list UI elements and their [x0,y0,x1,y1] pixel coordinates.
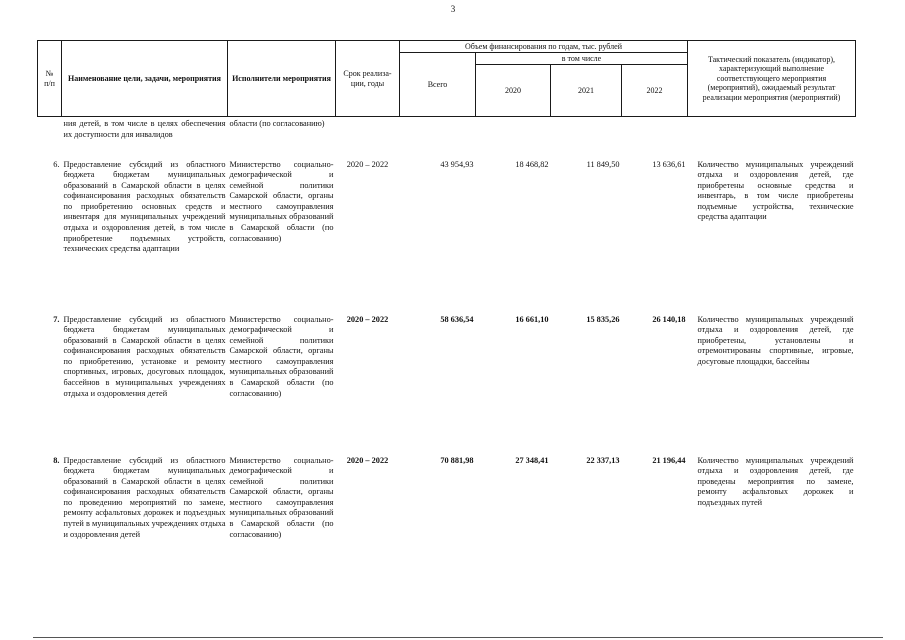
header-including: в том числе [476,53,688,65]
page-number: 3 [450,4,456,14]
row-executors: Министерство социально-демографической и семейной политики Самарской области, органы местного самоуправления муниципальных образований в Самарской области (по согласованию) [229,314,334,398]
header-name: Наименование цели, задачи, мероприятия [62,41,228,117]
row-2020: 18 468,82 [515,159,549,169]
row-executors: Министерство социально-демографической и семейной политики Самарской области, органы местного самоуправления муниципальных образований в Самарской области (по согласованию) [229,159,334,243]
header-funding: Объем финансирования по годам, тыс. рублей [400,41,688,53]
header-term: Срок реализа-ции, годы [336,41,400,117]
row-2020: 27 348,41 [515,455,549,465]
funding-table [37,40,856,583]
table-row [38,455,856,583]
row-total: 58 636,54 [440,314,474,324]
header-2020: 2020 [476,65,551,117]
row-num: 6. [53,159,60,169]
header-total: Всего [400,53,476,117]
row-indicator: Количество муниципальных учреждений отдыха и оздоровления детей, где приобретены основные средства и инвентарь, в том числе приобретены подъемные устройства, технические средства адаптации [697,159,854,222]
table-row [38,159,856,314]
row-name: Предоставление субсидий из областного бюджета бюджетам муниципальных образований в Самарской области в целях софинансирования расходных обязательств по приобретению, установке и ремонту спортивных, игровых, досуговых площадок, бассейнов в муниципальных учреждениях отдыха и оздоровления детей [63,314,226,398]
row-2022: 13 636,61 [652,159,686,169]
row-term: 2020 – 2022 [346,159,389,169]
row-num: 8. [53,455,60,465]
continuation-executors: области (по согласованию) [229,119,325,128]
row-term: 2020 – 2022 [346,455,389,465]
row-indicator: Количество муниципальных учреждений отдыха и оздоровления детей, где проведены мероприятия по замене, ремонту асфальтовых дорожек и подъездных путей [697,455,854,507]
continuation-name: ния детей, в том числе в целях обеспечения их доступности для инвалидов [63,119,226,139]
row-name: Предоставление субсидий из областного бюджета бюджетам муниципальных образований в Самарской области в целях софинансирования расходных обязательств по приобретению основных средств и инвентаря для муниципальных учреждений отдыха и оздоровления детей, в том числе приобретение подъемных устройств, технических средства адаптации [63,159,226,254]
row-2021: 15 835,26 [586,314,620,324]
page-bottom-rule [33,637,883,638]
row-total: 43 954,93 [440,159,474,169]
row-2022: 26 140,18 [652,314,686,324]
row-2021: 22 337,13 [586,455,620,465]
continuation-row [38,117,856,159]
row-total: 70 881,98 [440,455,474,465]
row-2020: 16 661,10 [515,314,549,324]
row-executors: Министерство социально-демографической и семейной политики Самарской области, органы местного самоуправления муниципальных образований в Самарской области (по согласованию) [229,455,334,539]
header-num: № п/п [38,41,62,117]
header-2022: 2022 [622,65,688,117]
table-row [38,314,856,455]
header-executors: Исполнители мероприятия [228,41,336,117]
row-2021: 11 849,50 [586,159,620,169]
row-2022: 21 196,44 [652,455,686,465]
header-2021: 2021 [551,65,622,117]
row-num: 7. [53,314,60,324]
row-term: 2020 – 2022 [346,314,389,324]
row-indicator: Количество муниципальных учреждений отдыха и оздоровления детей, где приобретены, установлены и отремонтированы спортивные, игровые, досуговые площадки, бассейны [697,314,854,366]
header-indicator: Тактический показатель (индикатор), характеризующий выполнение соответствующего мероприятия (мероприятий), ожидаемый результат реализации мероприятия (мероприятий) [688,41,856,117]
row-name: Предоставление субсидий из областного бюджета бюджетам муниципальных образований в Самарской области в целях софинансирования расходных обязательств по проведению мероприятий по замене, ремонту асфальтовых дорожек и подъездных путей в муниципальных учреждениях отдыха и оздоровления детей [63,455,226,539]
